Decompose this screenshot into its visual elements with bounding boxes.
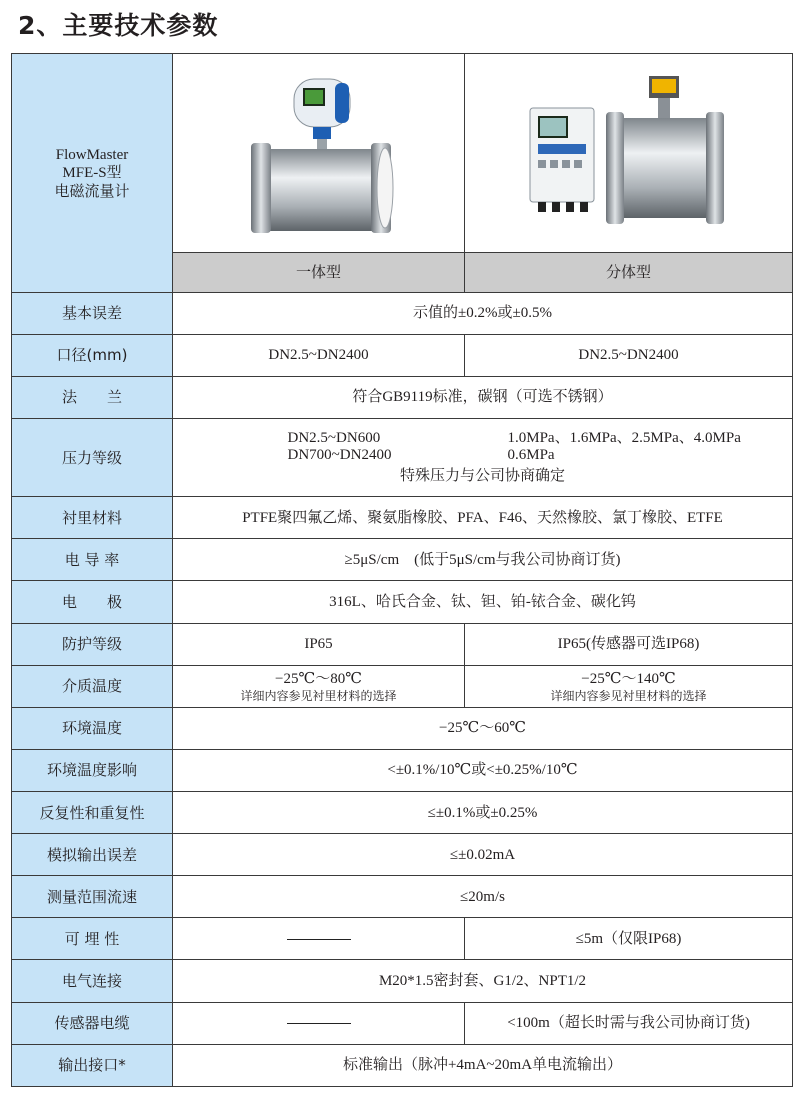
sensor-cable-label: 传感器电缆 <box>12 1002 173 1044</box>
medium-temp-note-split: 详细内容参见衬里材料的选择 <box>550 688 707 703</box>
product-type: 电磁流量计 <box>54 181 130 200</box>
pressure-value-2: 0.6MPa <box>507 446 555 463</box>
pressure-range-1: DN2.5~DN600 <box>287 430 381 447</box>
split-meter-image-cell <box>465 54 793 253</box>
split-flowmeter-image <box>524 68 734 238</box>
protection-label: 防护等级 <box>12 623 173 665</box>
ambient-effect-label: 环境温度影响 <box>12 749 173 791</box>
electrical-value: M20*1.5密封套、G1/2、NPT1/2 <box>173 960 793 1002</box>
conductivity-value: ≥5μS/cm (低于5μS/cm与我公司协商订货) <box>173 539 793 581</box>
protection-integrated: IP65 <box>173 623 465 665</box>
analog-error-value: ≤±0.02mA <box>173 834 793 876</box>
pressure-label: 压力等级 <box>12 419 173 497</box>
type-integrated: 一体型 <box>173 252 465 292</box>
burial-label: 可 埋 性 <box>12 918 173 960</box>
type-split: 分体型 <box>465 252 793 292</box>
product-model: MFE-S型 <box>62 164 122 181</box>
pressure-range-2: DN700~DN2400 <box>287 446 392 463</box>
flow-velocity-value: ≤20m/s <box>173 876 793 918</box>
lining-value: PTFE聚四氟乙烯、聚氨脂橡胶、PFA、F46、天然橡胶、氯丁橡胶、ETFE <box>173 497 793 539</box>
flow-velocity-label: 测量范围流速 <box>12 876 173 918</box>
analog-error-label: 模拟输出误差 <box>12 834 173 876</box>
basic-error-value: 示值的±0.2%或±0.5% <box>173 292 793 334</box>
ambient-temp-label: 环境温度 <box>12 707 173 749</box>
ambient-effect-value: <±0.1%/10℃或<±0.25%/10℃ <box>173 749 793 791</box>
diameter-label: 口径(mm) <box>12 334 173 376</box>
medium-temp-integrated: −25℃～80℃ <box>274 670 363 687</box>
pressure-note: 特殊压力与公司协商确定 <box>399 468 565 485</box>
product-name-cell <box>12 54 173 293</box>
diameter-split: DN2.5~DN2400 <box>465 334 793 376</box>
pressure-value-cell <box>173 419 793 497</box>
product-brand: FlowMaster <box>55 146 129 163</box>
repeatability-label: 反复性和重复性 <box>12 791 173 833</box>
burial-integrated <box>173 918 465 960</box>
medium-temp-note-integrated: 详细内容参见衬里材料的选择 <box>240 688 397 703</box>
section-title: 2、主要技术参数 <box>18 11 219 40</box>
output-value: 标准输出（脉冲+4mA~20mA单电流输出） <box>173 1044 793 1086</box>
medium-temp-label: 介质温度 <box>12 665 173 707</box>
medium-temp-integrated-cell <box>173 665 465 707</box>
integrated-flowmeter-image <box>239 73 399 233</box>
not-applicable-dash <box>287 1023 351 1024</box>
sensor-cable-integrated <box>173 1002 465 1044</box>
flange-label: 法 兰 <box>12 376 173 418</box>
ambient-temp-value: −25℃～60℃ <box>173 707 793 749</box>
flange-value: 符合GB9119标准，碳钢（可选不锈钢） <box>173 376 793 418</box>
electrode-value: 316L、哈氏合金、钛、钽、铂-铱合金、碳化钨 <box>173 581 793 623</box>
spec-table <box>11 53 793 1087</box>
lining-label: 衬里材料 <box>12 497 173 539</box>
conductivity-label: 电 导 率 <box>12 539 173 581</box>
sensor-cable-split: <100m（超长时需与我公司协商订货) <box>465 1002 793 1044</box>
electrical-label: 电气连接 <box>12 960 173 1002</box>
protection-split: IP65(传感器可选IP68) <box>465 623 793 665</box>
medium-temp-split-cell <box>465 665 793 707</box>
electrode-label: 电 极 <box>12 581 173 623</box>
not-applicable-dash <box>287 939 351 940</box>
diameter-integrated: DN2.5~DN2400 <box>173 334 465 376</box>
medium-temp-split: −25℃～140℃ <box>581 670 676 687</box>
integrated-meter-image-cell <box>173 54 465 253</box>
output-label: 输出接口* <box>12 1044 173 1086</box>
pressure-value-1: 1.0MPa、1.6MPa、2.5MPa、4.0MPa <box>507 430 741 447</box>
burial-split: ≤5m（仅限IP68) <box>465 918 793 960</box>
repeatability-value: ≤±0.1%或±0.25% <box>173 791 793 833</box>
basic-error-label: 基本误差 <box>12 292 173 334</box>
